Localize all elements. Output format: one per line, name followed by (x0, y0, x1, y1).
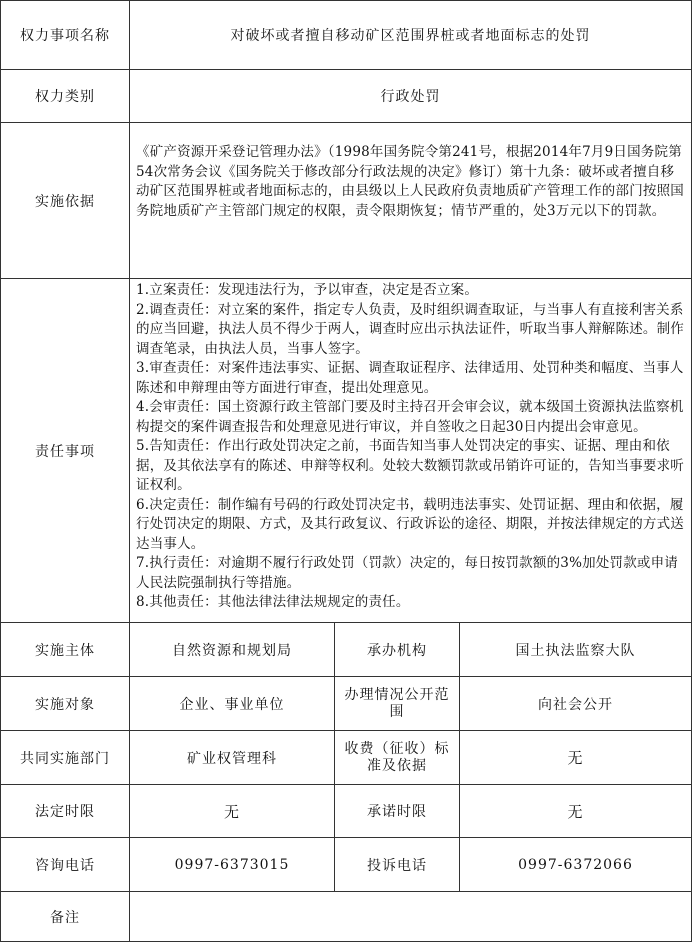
value-fee-standard: 无 (460, 731, 692, 785)
value-duties (130, 279, 692, 623)
duty-item: 4.会审责任：国土资源行政主管部门要及时主持召开会审会议，就本级国土资源执法监察机构提交的案件调查报告和处理意见进行审议，并自签收之日起30日内提出会审意见。 (136, 399, 684, 435)
label-consult-phone: 咨询电话 (1, 838, 130, 892)
value-co-dept: 矿业权管理科 (130, 731, 335, 785)
label-handling-org: 承办机构 (335, 623, 460, 677)
label-duties: 责任事项 (1, 279, 130, 623)
label-co-dept: 共同实施部门 (1, 731, 130, 785)
duty-item: 8.其他责任：其他法律法律法规规定的责任。 (136, 594, 410, 610)
value-remarks (130, 892, 692, 942)
label-disclosure-scope: 办理情况公开范围 (335, 677, 460, 731)
duty-item: 6.决定责任：制作编有号码的行政处罚决定书，载明违法事实、处罚证据、理由和依据，履行处罚决定的期限、方式，及其行政复议、行政诉讼的途径、期限，并按法律规定的方式送达当事人。 (136, 496, 684, 552)
label-remarks: 备注 (1, 892, 130, 942)
row-basis (1, 123, 692, 279)
label-target: 实施对象 (1, 677, 130, 731)
duty-item: 2.调查责任：对立案的案件，指定专人负责，及时组织调查取证，与当事人有直接利害关系的应当回避，执法人员不得少于两人，调查时应出示执法证件，听取当事人辩解陈述。制作调查笔录，由执法人员，当事人签字。 (136, 301, 684, 357)
value-disclosure-scope: 向社会公开 (460, 677, 692, 731)
duty-item: 5.告知责任：作出行政处罚决定之前，书面告知当事人处罚决定的事实、证据、理由和依据，及其依法享有的陈述、申辩等权利。处较大数额罚款或吊销许可证的，告知当事要求听证权利。 (136, 438, 684, 493)
value-consult-phone: 0997-6373015 (130, 838, 335, 892)
value-promised-limit: 无 (460, 785, 692, 838)
row-target (1, 677, 692, 731)
label-power-name: 权力事项名称 (1, 1, 130, 70)
row-duties (1, 279, 692, 623)
label-complaint-phone: 投诉电话 (335, 838, 460, 892)
value-legal-limit: 无 (130, 785, 335, 838)
value-subject: 自然资源和规划局 (130, 623, 335, 677)
duty-item: 1.立案责任：发现违法行为，予以审查，决定是否立案。 (136, 282, 479, 298)
row-co-dept (1, 731, 692, 785)
row-power-category (1, 70, 692, 123)
duty-item: 7.执行责任：对逾期不履行行政处罚（罚款）决定的，每日按罚款额的3%加处罚款或申请人民法院强制执行等措施。 (136, 555, 678, 591)
label-fee-standard: 收费（征收）标准及依据 (335, 731, 460, 785)
row-legal-limit (1, 785, 692, 838)
row-consult-phone (1, 838, 692, 892)
duty-item: 3.审查责任：对案件违法事实、证据、调查取证程序、法律适用、处罚种类和幅度、当事人陈述和申辩理由等方面进行审查，提出处理意见。 (136, 360, 684, 396)
value-power-category: 行政处罚 (130, 70, 692, 123)
value-target: 企业、事业单位 (130, 677, 335, 731)
label-subject: 实施主体 (1, 623, 130, 677)
value-handling-org: 国土执法监察大队 (460, 623, 692, 677)
label-legal-limit: 法定时限 (1, 785, 130, 838)
label-basis: 实施依据 (1, 123, 130, 279)
row-remarks (1, 892, 692, 942)
value-power-name: 对破坏或者擅自移动矿区范围界桩或者地面标志的处罚 (130, 1, 692, 70)
row-power-name (1, 1, 692, 70)
value-basis: 《矿产资源开采登记管理办法》（1998年国务院令第241号，根据2014年7月9日国务院第54次常务会议《国务院关于修改部分行政法规的决定》修订）第十九条：破坏或者擅自移动矿区范围界桩或者地面标志的，由县级以上人民政府负责地质矿产管理工作的部门按照国务院地质矿产主管部门规定的权限，责令限期恢复；情节严重的，处3万元以下的罚款。 (130, 123, 692, 279)
label-promised-limit: 承诺时限 (335, 785, 460, 838)
value-complaint-phone: 0997-6372066 (460, 838, 692, 892)
row-subject (1, 623, 692, 677)
label-power-category: 权力类别 (1, 70, 130, 123)
